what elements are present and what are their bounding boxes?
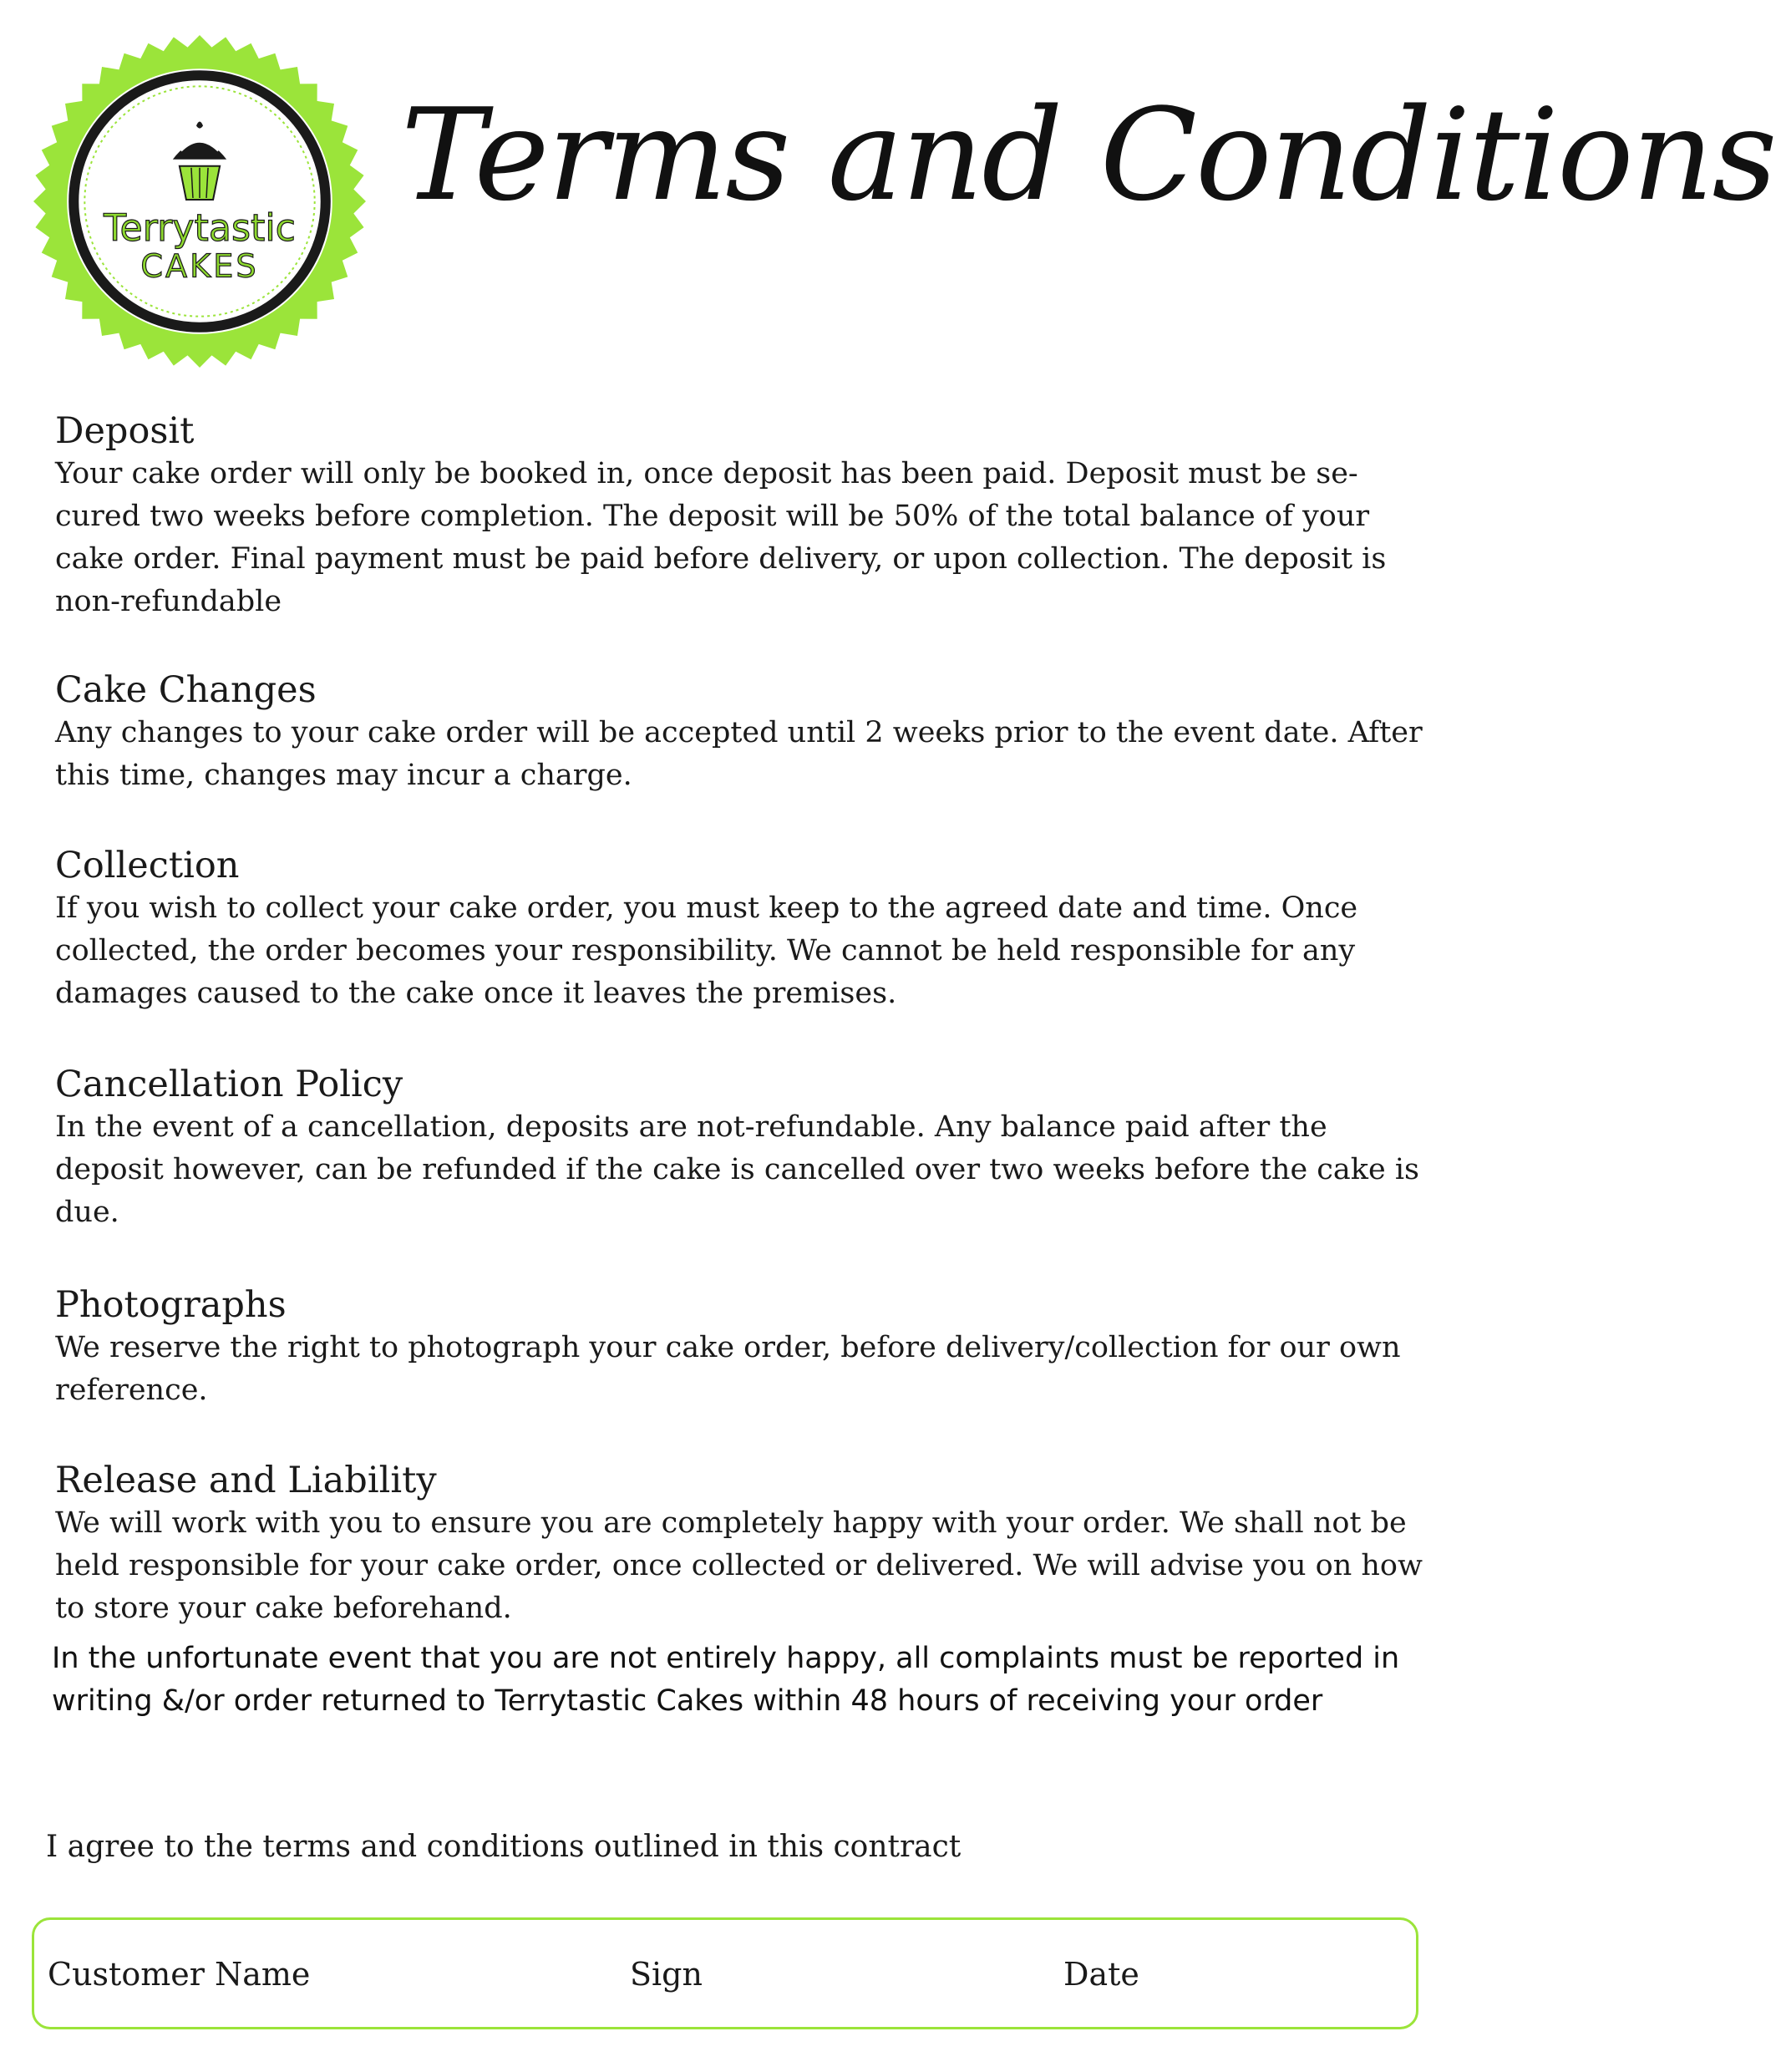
section-body: In the event of a cancellation, deposits are not-refundable. Any balance paid after the deposit however, can be refunded if the cake is cancelled over two weeks before the cake is due. xyxy=(55,1110,1419,1229)
section-body: We will work with you to ensure you are completely happy with your order. We shall not be held responsible for your cake order, once collected or delivered. We will advise you on how to store your cake beforehand. xyxy=(55,1506,1423,1625)
page-title: Terms and Conditions xyxy=(401,81,1776,229)
section-body: We reserve the right to photograph your cake order, before delivery/collection for our own reference. xyxy=(55,1331,1401,1407)
section-deposit xyxy=(55,409,1425,623)
terrytastic-cakes-logo xyxy=(32,33,368,369)
section-heading: Photographs xyxy=(55,1284,287,1326)
logo-text-line2: CAKES xyxy=(140,248,259,286)
section-body: Any changes to your cake order will be accepted until 2 weeks prior to the event date. After this time, changes may incur a charge. xyxy=(55,716,1423,792)
customer-name-field[interactable]: Customer Name xyxy=(48,1956,311,1993)
section-heading: Collection xyxy=(55,845,240,886)
section-heading: Cancellation Policy xyxy=(55,1064,403,1105)
logo-text-line1: Terrytastic xyxy=(104,207,296,251)
signature-box xyxy=(32,1917,1418,2029)
date-field[interactable]: Date xyxy=(1063,1956,1139,1993)
agreement-statement: I agree to the terms and conditions outlined in this contract xyxy=(46,1830,962,1864)
section-body: If you wish to collect your cake order, you must keep to the agreed date and time. Once collected, the order becomes your responsibility. We cannot be held responsible for any damages caused to the cake once it leaves the premises. xyxy=(55,891,1358,1010)
sign-field[interactable]: Sign xyxy=(630,1956,703,1993)
section-body: Your cake order will only be booked in, once deposit has been paid. Deposit must be se- cured two weeks before completion. The deposit will be 50% of the total balance of your cake order. Final payment must be paid before delivery, or upon collection. The deposit is non-refundable xyxy=(55,457,1387,618)
complaint-note: In the unfortunate event that you are not entirely happy, all complaints must be reported in writing &/or order returned to Terrytastic Cakes within 48 hours of receiving your order xyxy=(52,1642,1400,1718)
section-heading: Deposit xyxy=(55,410,195,452)
section-heading: Cake Changes xyxy=(55,669,317,711)
section-collection xyxy=(55,844,1425,1015)
section-release-liability xyxy=(55,1459,1425,1630)
section-cancellation-policy xyxy=(55,1063,1425,1234)
section-cake-changes xyxy=(55,668,1425,797)
section-heading: Release and Liability xyxy=(55,1460,437,1501)
section-photographs xyxy=(55,1283,1425,1412)
